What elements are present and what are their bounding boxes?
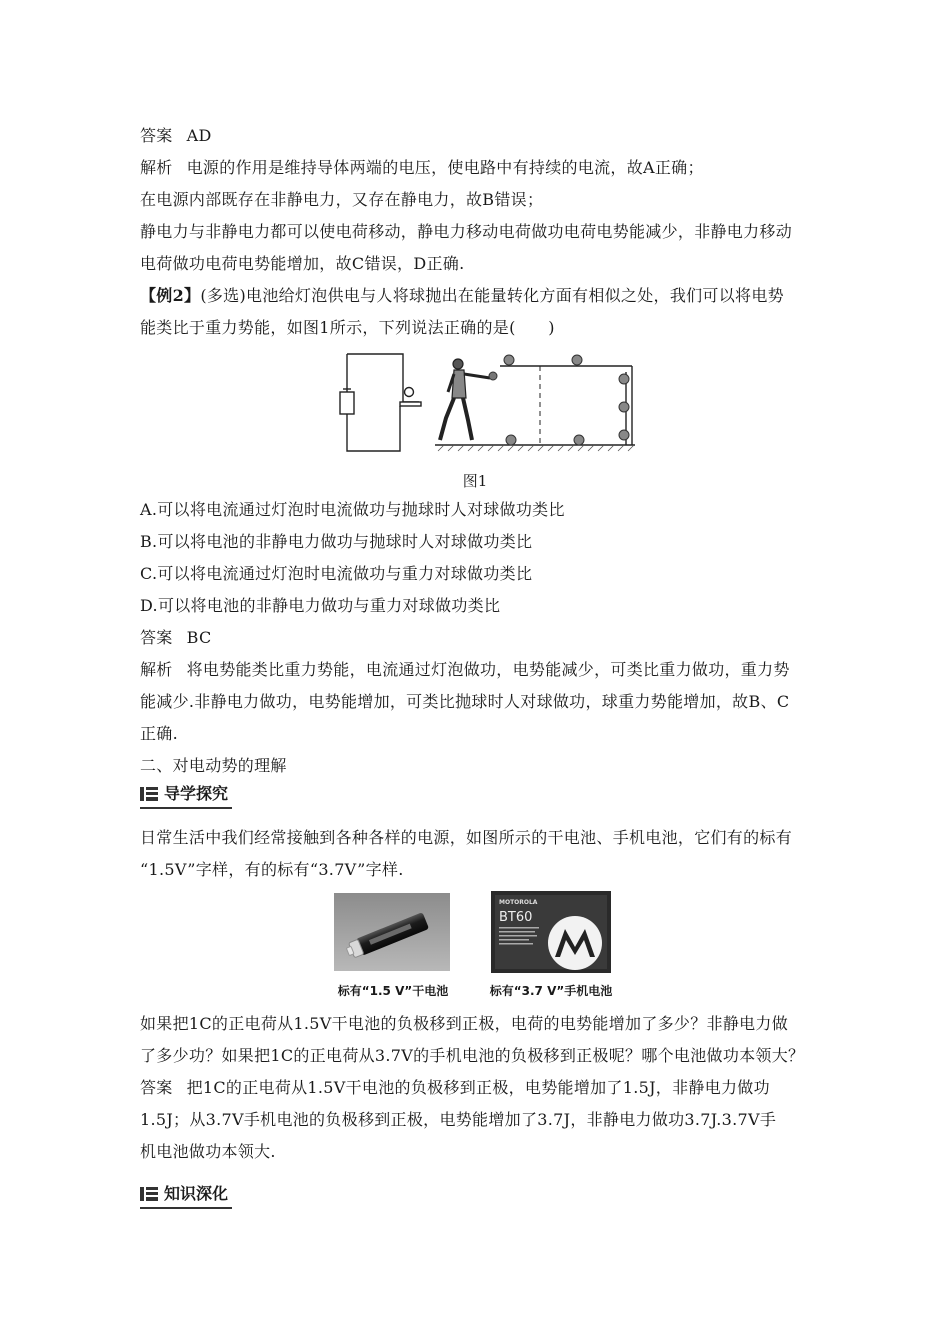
example-label: 【例2】 xyxy=(140,286,201,305)
paragraph-line: 日常生活中我们经常接触到各种各样的电源，如图所示的干电池、手机电池，它们有的标有 xyxy=(140,828,793,847)
answer-label: 答案 xyxy=(140,126,173,145)
heading-icon xyxy=(140,1187,158,1201)
balls xyxy=(504,355,629,445)
paragraph-line: 在电源内部既存在非静电力，又存在静电力，故B错误； xyxy=(140,190,544,209)
option-a: A.可以将电流通过灯泡时电流做功与抛球时人对球做功类比 xyxy=(140,500,565,519)
answer-line xyxy=(140,1078,820,1098)
aa-battery-photo xyxy=(334,893,450,971)
deepen-heading xyxy=(140,1184,232,1206)
heading-underline xyxy=(140,1207,232,1209)
answer-value: BC xyxy=(186,628,212,647)
option-c: C.可以将电流通过灯泡时电流做功与重力对球做功类比 xyxy=(140,564,533,583)
answer-text: 把1C的正电荷从1.5V干电池的负极移到正极，电势能增加了1.5J，非静电力做功 xyxy=(186,1078,770,1097)
question-line: 如果把1C的正电荷从1.5V干电池的负极移到正极，电荷的电势能增加了多少？非静电力做 xyxy=(140,1014,789,1033)
paragraph-line: “1.5V”字样，有的标有“3.7V”字样. xyxy=(140,860,404,879)
guide-heading xyxy=(140,784,232,806)
answer-label: 答案 xyxy=(140,628,173,647)
answer-value: AD xyxy=(186,126,212,145)
option-d: D.可以将电池的非静电力做功与重力对球做功类比 xyxy=(140,596,501,615)
phone-battery-caption: 标有“3.7 V”手机电池 xyxy=(489,984,613,998)
answer-line xyxy=(140,628,820,648)
shelf-frame xyxy=(500,366,632,445)
answer-line: 1.5J；从3.7V手机电池的负极移到正极，电势能增加了3.7J，非静电力做功3.7J.3.7V手 xyxy=(140,1110,777,1129)
analysis-line: 正确. xyxy=(140,724,178,743)
aa-battery-caption: 标有“1.5 V”干电池 xyxy=(337,984,449,998)
circuit-diagram xyxy=(340,354,421,451)
analysis-label: 解析 xyxy=(140,158,173,177)
answer-label: 答案 xyxy=(140,1078,173,1097)
analysis-line xyxy=(140,660,820,680)
heading-icon xyxy=(140,787,158,801)
question-line: 了多少功？如果把1C的正电荷从3.7V的手机电池的负极移到正极呢？哪个电池做功本领大？ xyxy=(140,1046,805,1065)
example-text: (多选)电池给灯泡供电与人将球抛出在能量转化方面有相似之处，我们可以将电势 xyxy=(200,286,784,305)
option-b: B.可以将电池的非静电力做功与抛球时人对球做功类比 xyxy=(140,532,533,551)
analysis-line xyxy=(140,158,820,178)
person-figure xyxy=(440,359,490,440)
figure-caption: 图1 xyxy=(462,472,488,490)
deepen-heading-text: 知识深化 xyxy=(164,1184,229,1203)
paragraph-line: 静电力与非静电力都可以使电荷移动，静电力移动电荷做功电荷电势能减少，非静电力移动 xyxy=(140,222,793,241)
section-title: 二、对电动势的理解 xyxy=(140,756,287,775)
heading-underline xyxy=(140,807,232,809)
answer-line: 机电池做功本领大. xyxy=(140,1142,276,1161)
figure-1-diagram xyxy=(330,348,640,454)
guide-heading-text: 导学探究 xyxy=(164,784,229,803)
battery-model: BT60 xyxy=(499,910,533,925)
analysis-text: 将电势能类比重力势能，电流通过灯泡做功，电势能减少，可类比重力做功，重力势 xyxy=(186,660,790,679)
answer-line xyxy=(140,126,820,146)
example-question-line xyxy=(140,286,820,306)
phone-battery-photo xyxy=(491,891,611,973)
analysis-text: 电源的作用是维持导体两端的电压，使电路中有持续的电流，故A正确； xyxy=(186,158,704,177)
analysis-line: 能减少.非静电力做功，电势能增加，可类比抛球时人对球做功，球重力势能增加，故B、C xyxy=(140,692,790,711)
paragraph-line: 电荷做功电荷电势能增加，故C错误，D正确. xyxy=(140,254,465,273)
example-question-line: 能类比于重力势能，如图1所示，下列说法正确的是( ) xyxy=(140,318,555,337)
analysis-label: 解析 xyxy=(140,660,173,679)
battery-brand: MOTOROLA xyxy=(499,899,538,906)
